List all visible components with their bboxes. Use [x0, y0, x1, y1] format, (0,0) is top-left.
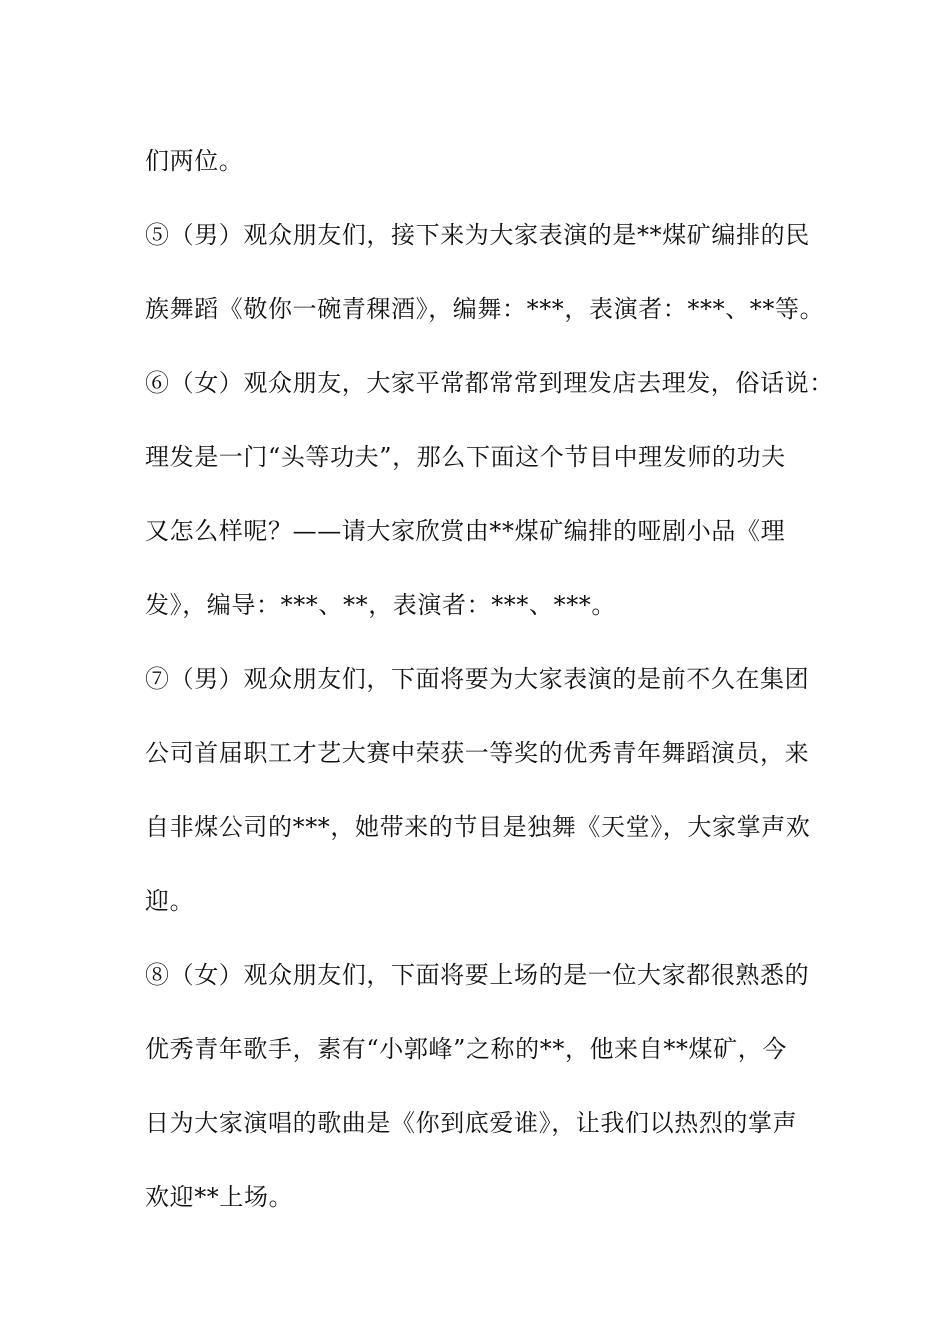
text-line: ⑧（女）观众朋友们，下面将要上场的是一位大家都很熟悉的 [145, 961, 810, 989]
text-line: 日为大家演唱的歌曲是《你到底爱谁》，让我们以热烈的掌声 [145, 1109, 798, 1137]
text-line: 又怎么样呢？——请大家欣赏由**煤矿编排的哑剧小品《理 [145, 517, 786, 545]
text-line: 们两位。 [145, 147, 244, 175]
text-line: ⑤（男）观众朋友们，接下来为大家表演的是**煤矿编排的民 [145, 221, 810, 249]
text-line: ⑦（男）观众朋友们，下面将要为大家表演的是前不久在集团 [145, 665, 810, 693]
text-line: 族舞蹈《敬你一碗青稞酒》，编舞：***，表演者：***、**等。 [145, 295, 825, 323]
text-line: 迎。 [145, 887, 195, 915]
text-line: 公司首届职工才艺大赛中荣获一等奖的优秀青年舞蹈演员，来 [145, 739, 810, 767]
text-line: ⑥（女）观众朋友，大家平常都常常到理发店去理发，俗话说： [145, 369, 834, 397]
text-line: 优秀青年歌手，素有“小郭峰”之称的**，他来自**煤矿，今 [145, 1035, 787, 1063]
text-line: 发》，编导：***、**，表演者：***、***。 [145, 591, 616, 619]
text-line: 欢迎**上场。 [145, 1183, 294, 1211]
text-line: 理发是一门“头等功夫”，那么下面这个节目中理发师的功夫 [145, 443, 786, 471]
document-text [145, 124, 834, 1234]
text-line: 自非煤公司的***，她带来的节目是独舞《天堂》，大家掌声欢 [145, 813, 811, 841]
